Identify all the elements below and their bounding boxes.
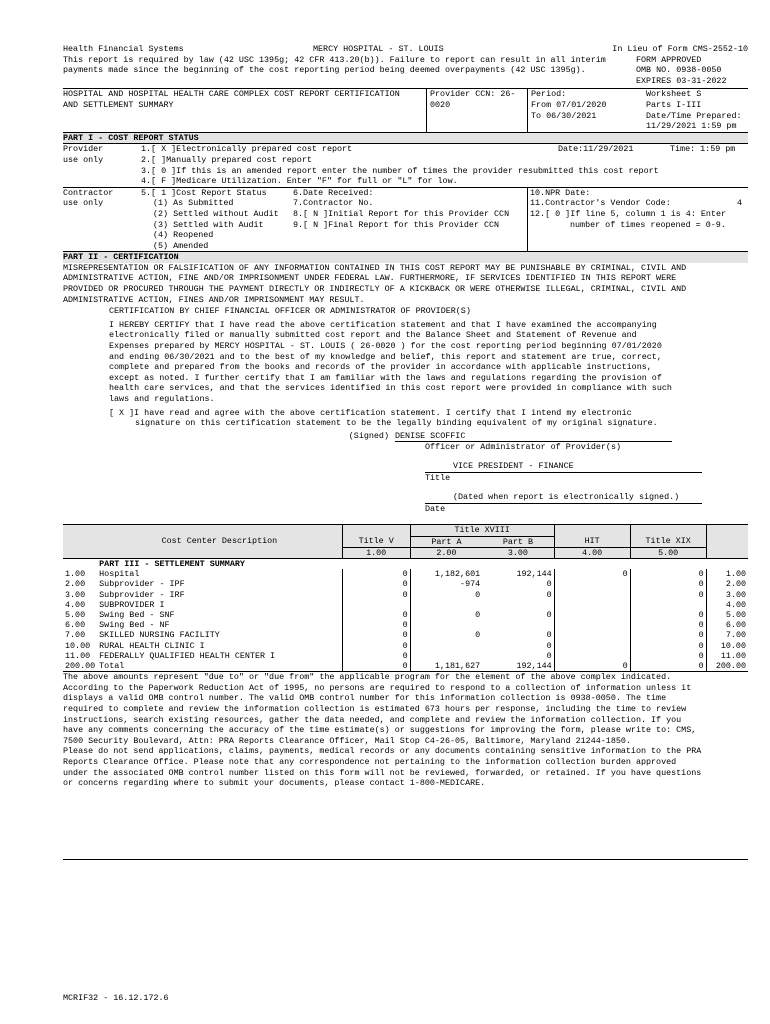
cost-center-cell: Total: [99, 660, 125, 671]
dated-note: (Dated when report is electronically signed.): [425, 492, 702, 504]
title-label: Title: [425, 472, 451, 483]
worksheet-parts: Parts I-III: [646, 99, 702, 110]
paperwork-line: under the associated OMB control number listed on this form will not be reviewed, forwarded, or retained. If you have questions: [63, 767, 702, 778]
warning-line: MISREPRESENTATION OR FALSIFICATION OF ANY INFORMATION CONTAINED IN THIS COST REPORT MAY BE PUNISHABLE BY CRIMINAL, CIVIL AND: [63, 262, 687, 273]
amount-cell: [410, 651, 482, 661]
page-header: [63, 44, 748, 55]
table-row: [63, 579, 748, 589]
amount-cell: [554, 641, 630, 651]
cost-center-cell: Swing Bed - NF: [99, 620, 170, 631]
cert-line: electronically filed or manually submitted cost report and the Balance Sheet and Statement of Revenue and: [109, 330, 637, 341]
amount-cell: 0: [546, 630, 552, 641]
amount-cell: 0: [630, 610, 706, 620]
signed-label: (Signed): [348, 430, 389, 441]
footer-version: MCRIF32 - 16.12.172.6: [63, 993, 169, 1003]
amount-cell: 0: [630, 579, 706, 589]
amount-cell: 192,144: [516, 660, 552, 671]
prepared-time: Time: 1:59 pm: [670, 144, 736, 155]
amount-cell: 0: [342, 630, 410, 640]
part3-heading: PART III - SETTLEMENT SUMMARY: [99, 558, 245, 569]
agree-line-2: signature on this certification statement to be the legally binding equivalent of my original signature.: [135, 418, 658, 429]
omb-number: OMB NO. 0938-0050: [636, 65, 722, 76]
table-row: [63, 630, 748, 640]
signer-name: DENISE SCOFFIC: [395, 431, 672, 443]
paperwork-line: According to the Paperwork Reduction Act of 1995, no persons are required to respond to a collection of information unless it: [63, 682, 692, 693]
cost-center-cell: FEDERALLY QUALIFIED HEALTH CENTER I: [99, 650, 276, 661]
status-option-1: (1) As Submitted: [153, 198, 234, 209]
date-label: Date: [425, 503, 446, 514]
table-row: [63, 620, 748, 630]
amount-cell: 1,182,601: [410, 569, 482, 579]
line-number-cell: 200.00: [65, 660, 96, 671]
amount-cell: 0: [342, 610, 410, 620]
paperwork-line: Reports Clearance Office. Please note that any correspondence not pertaining to the information collection burden approved: [63, 756, 677, 767]
header-left: Health Financial Systems: [63, 44, 184, 54]
amount-cell: 0: [342, 569, 410, 579]
amount-cell: 0: [410, 630, 482, 640]
table-row: [63, 651, 748, 661]
amount-cell: 0: [554, 569, 630, 579]
amount-cell: 0: [342, 641, 410, 651]
amount-cell: [410, 641, 482, 651]
line-number-cell: 7.00: [706, 630, 748, 640]
amount-cell: [410, 600, 482, 610]
line-9-final-report: 9.[ N ]Final Report for this Provider CCN: [293, 219, 500, 230]
line-number-cell: 200.00: [706, 661, 748, 671]
title-box: [63, 88, 748, 131]
table-row: [63, 661, 748, 671]
line-number-cell: 1.00: [65, 569, 86, 580]
misrepresentation-warning: [63, 263, 748, 305]
form-approved: FORM APPROVED: [636, 54, 702, 65]
certification-statement: [63, 320, 748, 405]
cost-report-page: [63, 44, 748, 860]
expires: EXPIRES 03-31-2022: [636, 75, 727, 86]
amount-cell: 0: [342, 620, 410, 630]
period-to: To 06/30/2021: [531, 110, 597, 121]
report-title-2: AND SETTLEMENT SUMMARY: [63, 99, 174, 110]
line-number-cell: 5.00: [706, 610, 748, 620]
cert-line: Expenses prepared by MERCY HOSPITAL - ST. LOUIS ( 26-0020 ) for the cost reporting period beginning 07/01/2020: [109, 341, 662, 352]
cert-line: complete and prepared from the books and records of the provider in accordance with applicable instructions,: [109, 362, 652, 373]
cert-line: laws and regulations.: [109, 394, 215, 404]
line-number-cell: 3.00: [706, 590, 748, 600]
paperwork-line: required to complete and review the information collection is estimated 673 hours per response, including the time to review: [63, 703, 687, 714]
line-number-cell: 6.00: [706, 620, 748, 630]
provider-ccn: Provider CCN: 26-0020: [430, 89, 516, 110]
line-5-status: 5.[ 1 ]Cost Report Status: [141, 187, 267, 198]
line-number-cell: 11.00: [65, 650, 91, 661]
table-row: [63, 590, 748, 600]
prepared-date: Date:11/29/2021: [558, 144, 634, 155]
col-header: Part A: [410, 536, 482, 547]
table-row: [63, 641, 748, 651]
cost-center-cell: Subprovider - IPF: [99, 579, 185, 590]
officer-label: Officer or Administrator of Provider(s): [425, 442, 622, 453]
amount-cell: 192,144: [516, 569, 552, 580]
header-right: In Lieu of Form CMS-2552-10: [612, 44, 748, 54]
amount-cell: [554, 590, 630, 600]
worksheet-label: Worksheet S: [646, 89, 702, 100]
header-center: MERCY HOSPITAL - ST. LOUIS: [313, 44, 444, 54]
amount-cell: 0: [546, 650, 552, 661]
line-number-cell: 1.00: [706, 569, 748, 579]
amount-cell: [554, 600, 630, 610]
amount-cell: 1,181,627: [410, 661, 482, 671]
amount-cell: 0: [546, 589, 552, 600]
line-number-cell: 6.00: [65, 620, 86, 631]
amount-cell: [482, 620, 554, 630]
amount-cell: 0: [630, 590, 706, 600]
amount-cell: 0: [342, 579, 410, 589]
line-6-date-received: 6.Date Received:: [293, 187, 374, 198]
line-8-initial-report: 8.[ N ]Initial Report for this Provider CCN: [293, 208, 510, 219]
cost-center-cell: SKILLED NURSING FACILITY: [99, 630, 220, 641]
provider-use-label: Provider: [63, 144, 104, 155]
line-7-contractor-no: 7.Contractor No.: [293, 198, 374, 209]
certification-heading: CERTIFICATION BY CHIEF FINANCIAL OFFICER OR ADMINISTRATOR OF PROVIDER(S): [109, 306, 471, 317]
provider-use-label-2: use only: [63, 154, 104, 165]
line-number-cell: 10.00: [65, 640, 91, 651]
paperwork-line: instructions, search existing resources, gather the data needed, and complete and review the information collection. If you: [63, 714, 682, 725]
vendor-code-value: 4: [736, 198, 742, 209]
amount-cell: -974: [410, 579, 482, 589]
amount-cell: 0: [342, 661, 410, 671]
agree-checkbox-line: [ X ]I have read and agree with the above certification statement. I certify that I intend my electronic: [109, 407, 632, 418]
line-12-reopened: 12.[ 0 ]If line 5, column 1 is 4: Enter: [530, 208, 727, 219]
amount-cell: 0: [546, 640, 552, 651]
cert-line: health care services, and that the services identified in this cost report were provided in compliance with such: [109, 383, 672, 394]
amount-cell: 0: [546, 609, 552, 620]
col-number: 4.00: [554, 547, 630, 558]
line-10-npr-date: 10.NPR Date:: [530, 187, 591, 198]
paperwork-line: Please do not send applications, claims, payments, medical records or any documents containing sensitive information to the PRA: [63, 746, 702, 757]
part2-heading: PART II - CERTIFICATION: [63, 251, 748, 263]
col-number: 5.00: [630, 547, 706, 558]
line-11-vendor-code: 11.Contractor's Vendor Code:: [530, 198, 671, 209]
report-title-1: HOSPITAL AND HOSPITAL HEALTH CARE COMPLEX COST REPORT CERTIFICATION: [63, 89, 400, 100]
cert-line: except as noted. I further certify that I am familiar with the laws and regulations regarding the provision of: [109, 372, 662, 383]
part1-heading: PART I - COST REPORT STATUS: [63, 132, 748, 144]
signature-block: [63, 431, 748, 453]
line-number-cell: 5.00: [65, 609, 86, 620]
period-from: From 07/01/2020: [531, 99, 607, 110]
paperwork-line: or concerns regarding where to submit your documents, please contact 1-800-MEDICARE.: [63, 778, 486, 789]
amount-cell: [342, 600, 410, 610]
title-xviii-header: Title XVIII: [410, 525, 554, 536]
amount-cell: 0: [546, 579, 552, 590]
col-number: 3.00: [482, 547, 554, 558]
amount-cell: [554, 651, 630, 661]
amounts-note: The above amounts represent "due to" or "due from" the applicable program for the element of the above complex indicated.: [63, 671, 748, 683]
contractor-use-label: Contractor: [63, 187, 114, 198]
amount-cell: 0: [410, 610, 482, 620]
cost-center-cell: RURAL HEALTH CLINIC I: [99, 640, 205, 651]
amount-cell: [554, 630, 630, 640]
amount-cell: 0: [630, 630, 706, 640]
warning-line: ADMINISTRATIVE ACTION, FINES AND/OR IMPRISONMENT MAY RESULT.: [63, 294, 365, 305]
notice-line-2: payments made since the beginning of the cost reporting period being deemed overpayments (42 USC 1395g).: [63, 65, 586, 76]
line-12-reopened-2: number of times reopened = 0-9.: [570, 219, 726, 230]
table-row: [63, 569, 748, 579]
paperwork-line: have any comments concerning the accuracy of the time estimate(s) or suggestions for improving the form, please write to: CMS,: [63, 725, 697, 736]
line-number-cell: 11.00: [706, 651, 748, 661]
amount-cell: 0: [630, 641, 706, 651]
line-2-manual: 2.[ ]Manually prepared cost report: [141, 154, 312, 165]
cert-line: and ending 06/30/2021 and to the best of my knowledge and belief, this report and statement are true, correct,: [109, 351, 662, 362]
amount-cell: [554, 620, 630, 630]
line-4-utilization: 4.[ F ]Medicare Utilization. Enter "F" for full or "L" for low.: [141, 176, 458, 187]
amount-cell: 0: [630, 651, 706, 661]
provider-use-section: [63, 143, 748, 186]
col-header: Part B: [482, 536, 554, 547]
amount-cell: [554, 610, 630, 620]
cert-line: I HEREBY CERTIFY that I have read the above certification statement and that I have examined the accompanying: [109, 319, 657, 330]
amount-cell: 0: [630, 620, 706, 630]
amount-cell: 0: [342, 590, 410, 600]
line-number-cell: 2.00: [65, 579, 86, 590]
amount-cell: 0: [554, 661, 630, 671]
line-1-electronic: 1.[ X ]Electronically prepared cost report: [141, 144, 353, 155]
status-option-2: (2) Settled without Audit: [153, 208, 279, 219]
cost-center-cell: Swing Bed - SNF: [99, 609, 175, 620]
amount-cell: 0: [630, 569, 706, 579]
amount-cell: [410, 620, 482, 630]
status-option-5: (5) Amended: [153, 240, 209, 251]
line-3-amended: 3.[ 0 ]If this is an amended report enter the number of times the provider resubmitted this cost report: [141, 165, 659, 176]
amount-cell: [482, 600, 554, 610]
col-number: 1.00: [342, 547, 410, 558]
date-time-prepared-label: Date/Time Prepared:: [646, 110, 742, 121]
status-option-4: (4) Reopened: [153, 230, 214, 241]
col-header: Title V: [342, 536, 410, 547]
line-number-cell: 7.00: [65, 630, 86, 641]
warning-line: ADMINISTRATIVE ACTION, FINE AND/OR IMPRISONMENT UNDER FEDERAL LAW. FURTHERMORE, IF SERVICES IDENTIFIED IN THIS REPORT WERE: [63, 273, 677, 284]
amount-cell: 0: [410, 590, 482, 600]
line-number-cell: 3.00: [65, 589, 86, 600]
line-number-cell: 4.00: [65, 599, 86, 610]
line-number-cell: 4.00: [706, 600, 748, 610]
table-row: [63, 600, 748, 610]
paperwork-line: displays a valid OMB control number. The valid OMB control number for this information collection is 0938-0050. The time: [63, 693, 667, 704]
col-header: Title XIX: [630, 536, 706, 547]
paperwork-reduction-notice: [63, 683, 748, 789]
amount-cell: 0: [342, 651, 410, 661]
settlement-summary-table: [63, 524, 748, 671]
col-number: 2.00: [410, 547, 482, 558]
date-time-prepared-value: 11/29/2021 1:59 pm: [646, 121, 737, 132]
contractor-use-section: [63, 187, 748, 252]
notice-line-1: This report is required by law (42 USC 1395g; 42 CFR 413.20(b)). Failure to report can result in all interim: [63, 54, 606, 65]
signer-title: VICE PRESIDENT - FINANCE: [425, 461, 702, 473]
paperwork-line: 7500 Security Boulevard, Attn: PRA Reports Clearance Officer, Mail Stop C4-26-05, Baltimore, Maryland 21244-1850.: [63, 735, 631, 746]
col-header: HIT: [554, 536, 630, 547]
cost-center-cell: SUBPROVIDER I: [99, 599, 165, 610]
warning-line: PROVIDED OR PROCURED THROUGH THE PAYMENT DIRECTLY OR INDIRECTLY OF A KICKBACK OR WERE OTHERWISE ILLEGAL, CRIMINAL, CIVIL AND: [63, 284, 687, 295]
table-row: [63, 610, 748, 620]
amount-cell: 0: [630, 661, 706, 671]
amount-cell: [554, 579, 630, 589]
line-number-cell: 10.00: [706, 641, 748, 651]
status-option-3: (3) Settled with Audit: [153, 219, 264, 230]
settlement-rows: [63, 569, 748, 671]
amount-cell: [630, 600, 706, 610]
period-label: Period:: [531, 89, 567, 100]
line-number-cell: 2.00: [706, 579, 748, 589]
cost-center-cell: Hospital: [99, 569, 140, 580]
cost-center-cell: Subprovider - IRF: [99, 589, 185, 600]
contractor-use-label-2: use only: [63, 198, 104, 209]
cost-center-header: Cost Center Description: [161, 536, 278, 547]
